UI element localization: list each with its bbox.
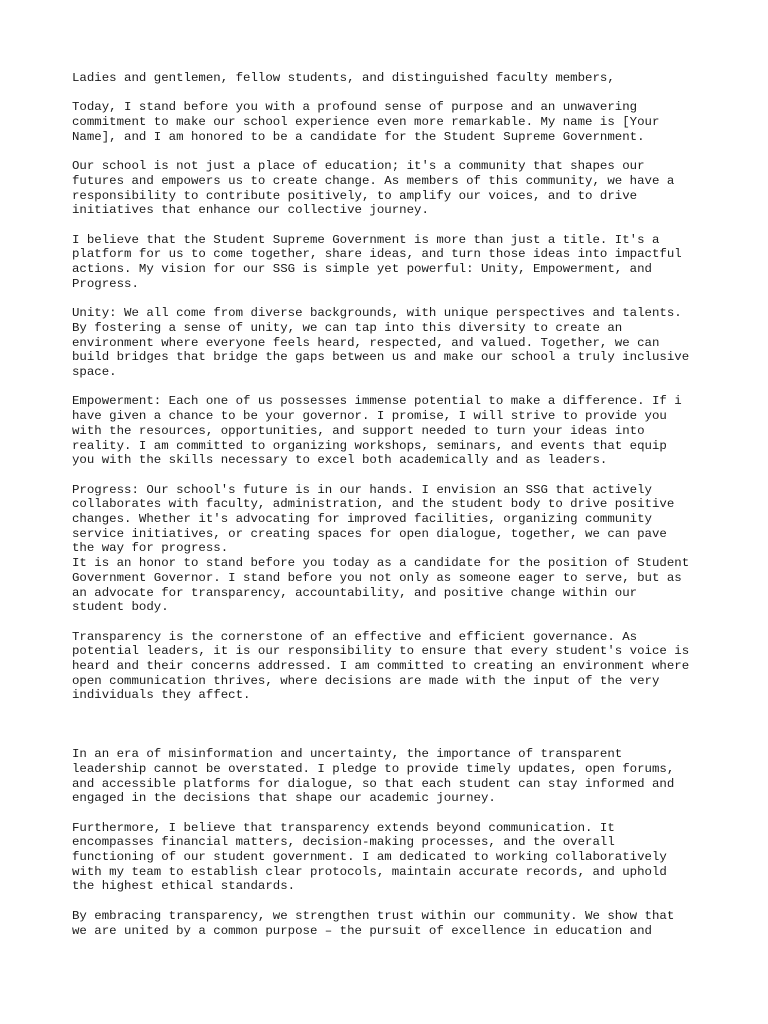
text-line: have given a chance to be your governor. I promise, I will strive to provide you (72, 409, 667, 424)
paragraph-spacer (72, 806, 744, 821)
paragraph-salutation (72, 71, 744, 86)
text-line: functioning of our student government. I am dedicated to working collaboratively (72, 850, 667, 865)
text-line: I believe that the Student Supreme Government is more than just a title. It's a (72, 232, 660, 247)
text-line: the highest ethical standards. (72, 879, 296, 894)
paragraph-vision (72, 233, 744, 292)
paragraph-progress (72, 483, 744, 615)
paragraph-furthermore (72, 821, 744, 895)
text-line: Empowerment: Each one of us possesses immense potential to make a difference. If i (72, 394, 682, 409)
text-line: you with the skills necessary to excel both academically and as leaders. (72, 453, 608, 468)
paragraph-misinformation (72, 747, 744, 806)
text-line: individuals they affect. (72, 688, 251, 703)
text-line: the way for progress. (72, 541, 229, 556)
text-line: Our school is not just a place of education; it's a community that shapes our (72, 159, 645, 174)
text-line: Today, I stand before you with a profound sense of purpose and an unwavering (72, 100, 638, 115)
text-line: commitment to make our school experience even more remarkable. My name is [Your (72, 115, 660, 130)
text-line: engaged in the decisions that shape our academic journey. (72, 791, 496, 806)
text-line: platform for us to come together, share ideas, and turn those ideas into impactful (72, 247, 682, 262)
text-line: service initiatives, or creating spaces for open dialogue, together, we can pave (72, 526, 667, 541)
section-spacer (72, 703, 744, 747)
text-line: student body. (72, 600, 169, 615)
text-line: By embracing transparency, we strengthen trust within our community. We show that (72, 908, 675, 923)
text-line: and accessible platforms for dialogue, so that each student can stay informed and (72, 776, 675, 791)
text-line: reality. I am committed to organizing workshops, seminars, and events that equip (72, 438, 667, 453)
text-line: Furthermore, I believe that transparency extends beyond communication. It (72, 820, 615, 835)
paragraph-spacer (72, 218, 744, 233)
paragraph-spacer (72, 894, 744, 909)
paragraph-spacer (72, 615, 744, 630)
paragraph-introduction (72, 100, 744, 144)
paragraph-spacer (72, 145, 744, 160)
text-line: we are united by a common purpose – the pursuit of excellence in education and (72, 923, 652, 938)
text-line: an advocate for transparency, accountability, and positive change within our (72, 585, 638, 600)
text-line: potential leaders, it is our responsibility to ensure that every student's voice is (72, 644, 690, 659)
text-line: with the resources, opportunities, and support needed to turn your ideas into (72, 423, 645, 438)
text-line: space. (72, 365, 117, 379)
paragraph-spacer (72, 468, 744, 483)
paragraph-spacer (72, 292, 744, 307)
paragraph-spacer (72, 86, 744, 101)
text-line: Progress: Our school's future is in our hands. I envision an SSG that actively (72, 482, 652, 497)
text-line: initiatives that enhance our collective journey. (72, 203, 429, 218)
text-line: with my team to establish clear protocols, maintain accurate records, and uphold (72, 864, 667, 879)
paragraph-empowerment (72, 394, 744, 468)
text-line: collaborates with faculty, administration, and the student body to drive positive (72, 497, 675, 512)
paragraph-embracing-transparency (72, 909, 744, 938)
text-line: Progress. (72, 276, 139, 291)
text-line: Government Governor. I stand before you not only as someone eager to serve, but as (72, 570, 682, 585)
text-line: By fostering a sense of unity, we can tap into this diversity to create an (72, 320, 623, 335)
text-line: responsibility to contribute positively, to amplify our voices, and to drive (72, 188, 638, 203)
text-line: leadership cannot be overstated. I pledge to provide timely updates, open forums, (72, 761, 675, 776)
text-line: Name], and I am honored to be a candidate for the Student Supreme Government. (72, 129, 645, 144)
text-line: changes. Whether it's advocating for improved facilities, organizing community (72, 512, 652, 526)
text-line: build bridges that bridge the gaps between us and make our school a truly inclusive (72, 350, 690, 365)
text-line: It is an honor to stand before you today as a candidate for the position of Student (72, 556, 690, 571)
text-line: heard and their concerns addressed. I am committed to creating an environment where (72, 659, 690, 674)
text-line: actions. My vision for our SSG is simple yet powerful: Unity, Empowerment, and (72, 262, 652, 277)
paragraph-transparency (72, 630, 744, 704)
text-line: In an era of misinformation and uncertainty, the importance of transparent (72, 747, 623, 762)
text-line: futures and empowers us to create change. As members of this community, we have a (72, 173, 675, 188)
text-line: encompasses financial matters, decision-making processes, and the overall (72, 835, 615, 850)
paragraph-unity (72, 306, 744, 380)
paragraph-school-community (72, 159, 744, 218)
text-line: Ladies and gentlemen, fellow students, and distinguished faculty members, (72, 71, 615, 85)
text-line: Unity: We all come from diverse backgrounds, with unique perspectives and talents. (72, 306, 682, 321)
paragraph-spacer (72, 380, 744, 395)
text-line: open communication thrives, where decisions are made with the input of the very (72, 673, 660, 688)
text-line: environment where everyone feels heard, respected, and valued. Together, we can (72, 335, 660, 350)
text-line: Transparency is the cornerstone of an effective and efficient governance. As (72, 629, 638, 644)
